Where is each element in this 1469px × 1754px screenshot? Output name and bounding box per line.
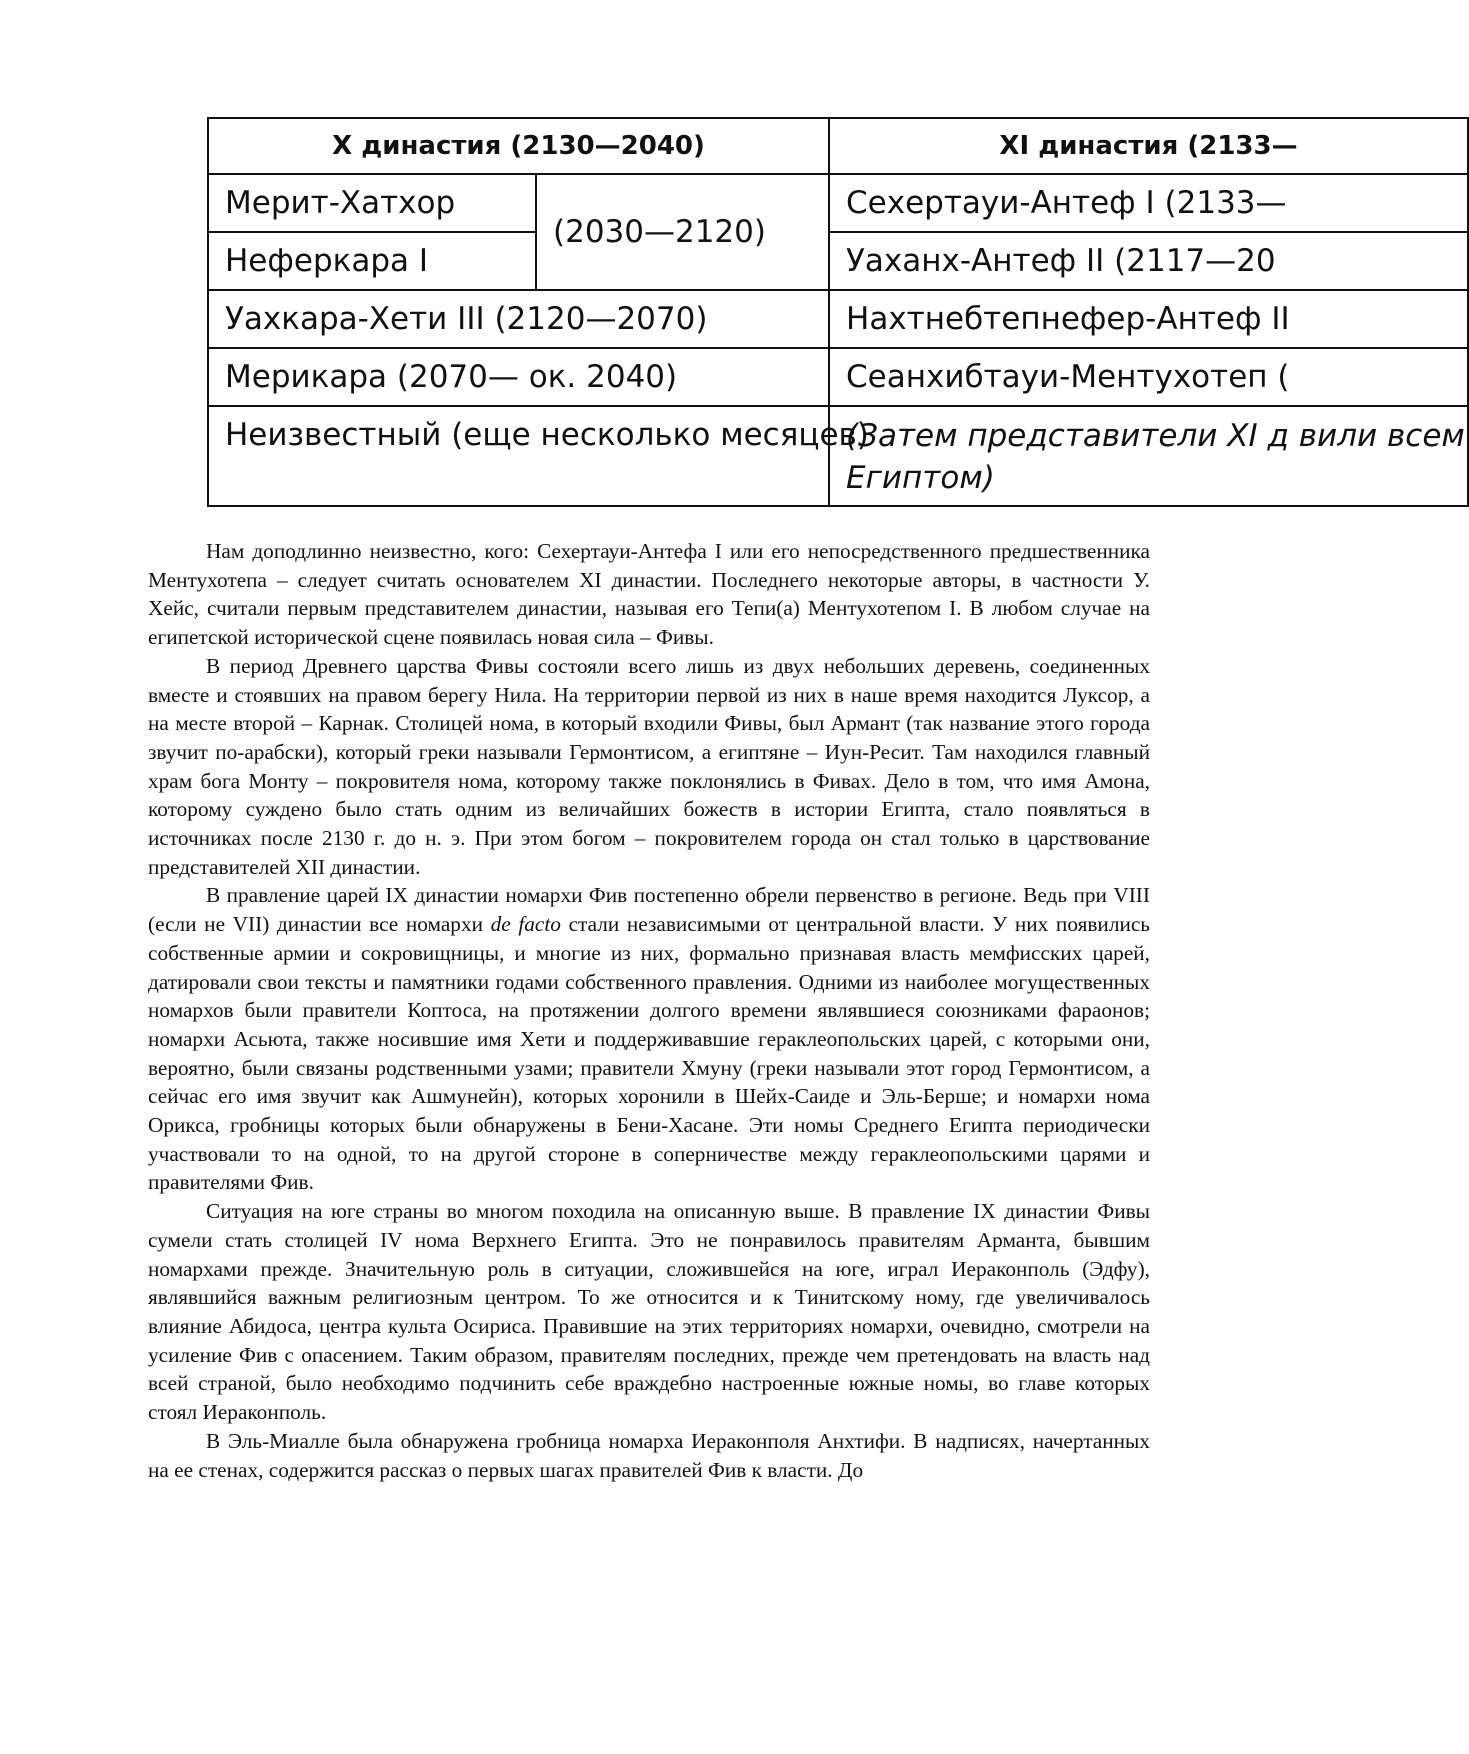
cell-xi-ruler: Нахтнебтепнефер-Антеф II <box>829 290 1468 348</box>
table-header-row <box>208 118 1468 174</box>
dynasty-table-wrapper <box>207 117 1465 512</box>
table-row <box>208 174 1468 232</box>
cell-xi-ruler: Уаханх-Антеф II (2117—20 <box>829 232 1468 290</box>
paragraph: Нам доподлинно неизвестно, кого: Сехертауи-Антефа I или его непосредственного предшественника Ментухотепа – следует считать основателем XI династии. Последнего некоторые авторы, в частности У. Хейс, считали первым представителем династии, называя его Тепи(а) Ментухотепом I. В любом случае на египетской исторической сцене появилась новая сила – Фивы. <box>148 539 1150 650</box>
cell-x-ruler: Уахкара-Хети III (2120—2070) <box>208 290 829 348</box>
table-row <box>208 348 1468 406</box>
paragraph-part: стали независимыми от центральной власти. У них появились собственные армии и сокровищницы, и многие из них, формально признавая власть мемфисских царей, датировали свои тексты и памятники годами собственного правления. Одними из наиболее могущественных номархов были правители Коптоса, на протяжении долгого времени являвшиеся союзниками фараонов; номархи Асьюта, также носившие имя Хети и поддерживавшие гераклеопольских царей, с которыми они, вероятно, были связаны родственными узами; правители Хмуну (греки называли этот город Гермонтисом, а сейчас его имя звучит как Ашмунейн), которых хоронили в Шейх-Саиде и Эль-Берше; и номархи нома Орикса, гробницы которых были обнаружены в Бени-Хасане. Эти номы Среднего Египта периодически участвовали то на одной, то на другой стороне в соперничестве между гераклеопольскими царями и правителями Фив. <box>148 912 1151 1195</box>
cell-shared-years: (2030—2120) <box>536 174 829 290</box>
cell-xi-ruler: Сехертауи-Антеф I (2133— <box>829 174 1468 232</box>
cell-ruler-name: Мерит-Хатхор <box>208 174 536 232</box>
body-text <box>148 537 1150 1484</box>
cell-xi-ruler: Сеанхибтауи-Ментухотеп ( <box>829 348 1468 406</box>
paragraph <box>148 881 1150 1197</box>
header-dynasty-xi: XI династия (2133— <box>829 118 1468 174</box>
cell-xi-note: (Затем представители XI д вили всем Египтом) <box>829 406 1468 506</box>
paragraph: Ситуация на юге страны во многом походила на описанную выше. В правление IX династии Фивы сумели стать столицей IV нома Верхнего Египта. Это не понравилось правителям Арманта, бывшим номархами прежде. Значительную роль в ситуации, сложившейся на юге, играл Иераконполь (Эдфу), являвшийся важным религиозным центром. То же относится и к Тинитскому ному, где увеличивалось влияние Абидоса, центра культа Осириса. Правившие на этих территориях номархи, очевидно, смотрели на усиление Фив с опасением. Таким образом, правителям последних, прежде чем претендовать на власть над всей страной, было необходимо подчинить себе враждебно настроенные южные номы, во главе которых стоял Иераконполь. <box>148 1199 1150 1425</box>
paragraph-part: В правление царей IX династии номархи Фив постепенно обрели первенство в регионе. Ведь при VIII (если не VII) династии все номархи <box>148 883 1150 937</box>
header-dynasty-x: X династия (2130—2040) <box>208 118 829 174</box>
dynasty-table <box>207 117 1469 507</box>
paragraph: В период Древнего царства Фивы состояли всего лишь из двух небольших деревень, соединенных вместе и стоявших на правом берегу Нила. На территории первой из них в наше время находится Луксор, а на месте второй – Карнак. Столицей нома, в который входили Фивы, был Армант (так название этого города звучит по-арабски), который греки называли Гермонтисом, а египтяне – Иун-Ресит. Там находился главный храм бога Монту – покровителя нома, которому также поклонялись в Фивах. Дело в том, что имя Амона, которому суждено было стать одним из величайших божеств в истории Египта, стало появляться в источниках после 2130 г. до н. э. При этом богом – покровителем города он стал только в царствование представителей XII династии. <box>148 653 1150 879</box>
cell-x-ruler: Неизвестный (еще несколько месяцев) <box>208 406 829 506</box>
cell-ruler-name: Неферкара I <box>208 232 536 290</box>
table-row <box>208 406 1468 506</box>
italic-term: de facto <box>490 912 561 937</box>
table-row <box>208 232 1468 290</box>
paragraph: В Эль-Миалле была обнаружена гробница номарха Иераконполя Анхтифи. В надписях, начертанных на ее стенах, содержится рассказ о первых шагах правителей Фив к власти. До <box>148 1428 1150 1482</box>
table-row <box>208 290 1468 348</box>
cell-x-ruler: Мерикара (2070— ок. 2040) <box>208 348 829 406</box>
